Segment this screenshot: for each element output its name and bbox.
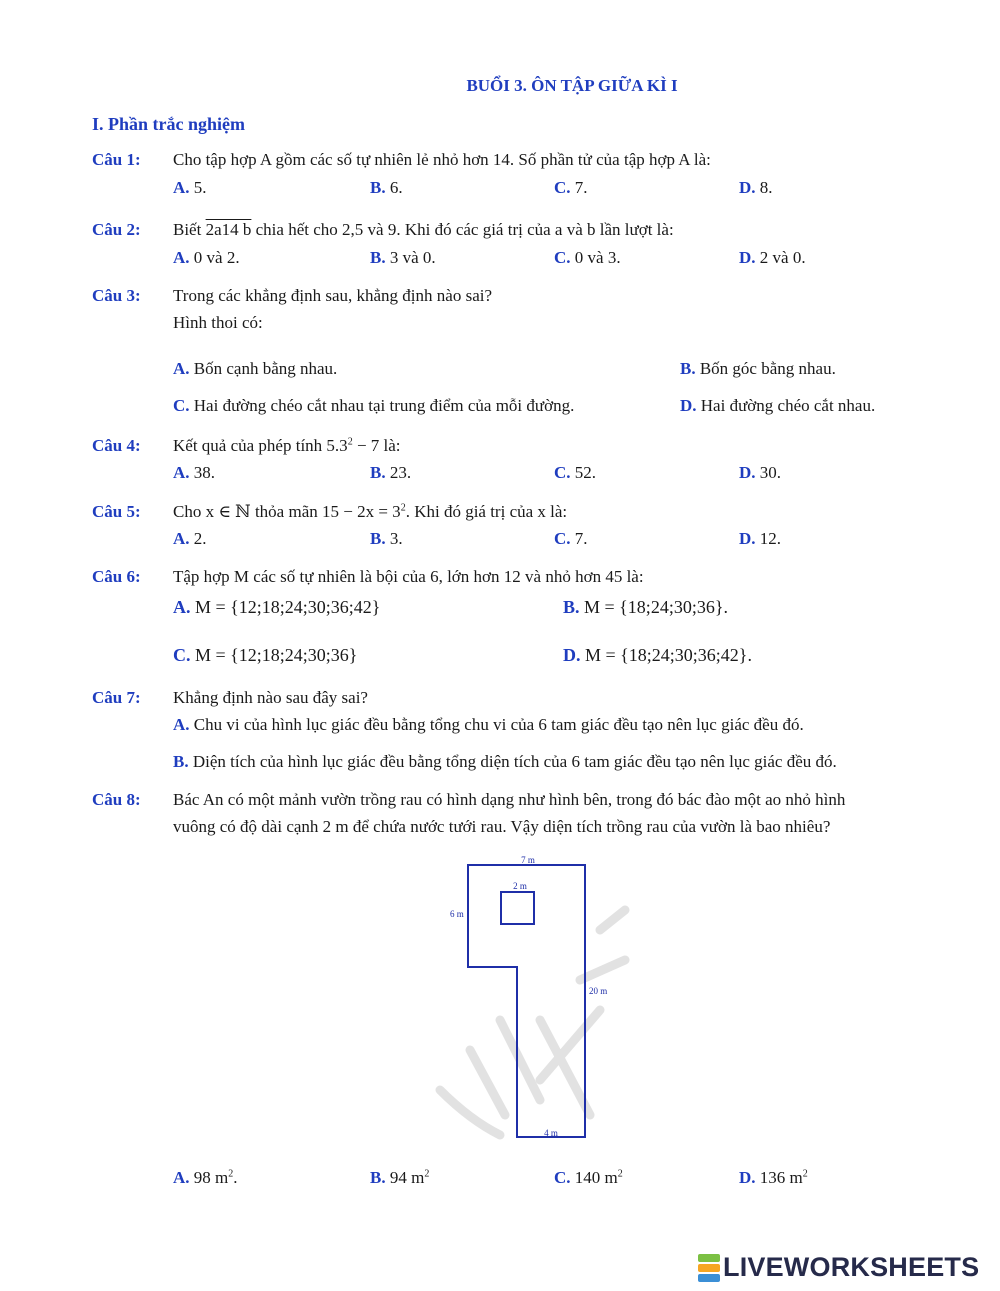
q8-label: Câu 8: (92, 790, 141, 809)
q2-option-d[interactable]: D. 2 và 0. (739, 248, 806, 267)
q3-option-d[interactable]: D. Hai đường chéo cắt nhau. (680, 396, 876, 415)
q2-option-b[interactable]: B. 3 và 0. (370, 248, 436, 267)
q1-option-d[interactable]: D. 8. (739, 178, 773, 197)
q1-option-a[interactable]: A. 5. (173, 178, 207, 197)
q1-text: Cho tập hợp A gồm các số tự nhiên lẻ nhỏ hơn 14. Số phần tử của tập hợp A là: (173, 150, 711, 169)
q8-text: Bác An có một mảnh vườn trồng rau có hình dạng như hình bên, trong đó bác đào một ao nhỏ hình (173, 790, 846, 809)
q4-option-b[interactable]: B. 23. (370, 463, 412, 482)
q1-option-c[interactable]: C. 7. (554, 178, 588, 197)
q8-option-b[interactable]: B. 94 $m^2$ (370, 1168, 430, 1187)
q1-option-b[interactable]: B. 6. (370, 178, 403, 197)
q6-option-c[interactable]: C. M = {12;18;24;30;36} (173, 645, 358, 665)
q4-text: Kết quả của phép tính $5.3^2 - 7$ là: (173, 436, 401, 455)
q6-option-a[interactable]: A. M = {12;18;24;30;36;42} (173, 597, 381, 617)
q5-option-d[interactable]: D. 12. (739, 529, 782, 548)
fig-label-bottom: 4 m (544, 1128, 558, 1138)
q4-label: Câu 4: (92, 436, 141, 455)
pond-square (501, 892, 534, 924)
fig-label-top: 7 m (521, 855, 535, 865)
q2-option-c[interactable]: C. 0 và 3. (554, 248, 621, 267)
garden-outline (468, 865, 585, 1137)
q2-label: Câu 2: (92, 220, 141, 239)
q5-option-a[interactable]: A. 2. (173, 529, 207, 548)
q3-text-2: Hình thoi có: (173, 313, 263, 332)
q3-option-b[interactable]: B. Bốn góc bằng nhau. (680, 359, 836, 378)
q1-label: Câu 1: (92, 150, 141, 169)
q4-option-c[interactable]: C. 52. (554, 463, 597, 482)
q3-option-c[interactable]: C. Hai đường chéo cắt nhau tại trung điểm của mỗi đường. (173, 396, 575, 415)
q6-label: Câu 6: (92, 567, 141, 586)
q6-text: Tập hợp M các số tự nhiên là bội của 6, lớn hơn 12 và nhỏ hơn 45 là: (173, 567, 644, 586)
fig-label-pond: 2 m (513, 881, 527, 891)
q4-option-d[interactable]: D. 30. (739, 463, 782, 482)
q5-text: Cho x ∈ ℕ thỏa mãn $15 - 2x = 3^2$. Khi đó giá trị của x là: (173, 502, 568, 521)
q8-option-d[interactable]: D. 136 $m^2$ (739, 1168, 808, 1187)
logo-text: LIVEWORKSHEETS (723, 1252, 980, 1282)
q5-option-c[interactable]: C. 7. (554, 529, 588, 548)
garden-figure (440, 850, 630, 1145)
q7-option-a[interactable]: A. Chu vi của hình lục giác đều bằng tổng chu vi của 6 tam giác đều tạo nên lục giác đều đó. (173, 715, 804, 734)
logo-icon (698, 1254, 720, 1282)
q4-option-a[interactable]: A. 38. (173, 463, 216, 482)
fig-label-right: 20 m (589, 986, 608, 996)
q6-option-d[interactable]: D. M = {18;24;30;36;42}. (563, 645, 752, 665)
q2-text: Biết 2a14 b chia hết cho 2,5 và 9. Khi đó các giá trị của a và b lần lượt là: (173, 220, 674, 239)
section-heading: I. Phần trắc nghiệm (92, 114, 245, 134)
q2-option-a[interactable]: A. 0 và 2. (173, 248, 240, 267)
q7-text: Khẳng định nào sau đây sai? (173, 688, 368, 707)
q5-label: Câu 5: (92, 502, 141, 521)
q8-option-a[interactable]: A. 98 $m^2$. (173, 1168, 238, 1187)
q7-option-b[interactable]: B. Diện tích của hình lục giác đều bằng tổng diện tích của 6 tam giác đều tạo nên lục giác đều đó. (173, 752, 837, 771)
q3-text: Trong các khẳng định sau, khẳng định nào sai? (173, 286, 493, 305)
q7-label: Câu 7: (92, 688, 141, 707)
q8-option-c[interactable]: C. 140 $m^2$ (554, 1168, 623, 1187)
q5-option-b[interactable]: B. 3. (370, 529, 403, 548)
q3-label: Câu 3: (92, 286, 141, 305)
q8-text-2: vuông có độ dài cạnh 2 m để chứa nước tưới rau. Vậy diện tích trồng rau của vườn là bao nhiêu? (173, 817, 831, 836)
fig-label-left: 6 m (450, 909, 464, 919)
liveworksheets-logo[interactable] (698, 1252, 979, 1283)
q6-option-b[interactable]: B. M = {18;24;30;36}. (563, 597, 728, 617)
page-title: BUỔI 3. ÔN TẬP GIỮA KÌ I (466, 76, 678, 95)
q3-option-a[interactable]: A. Bốn cạnh bằng nhau. (173, 359, 338, 378)
